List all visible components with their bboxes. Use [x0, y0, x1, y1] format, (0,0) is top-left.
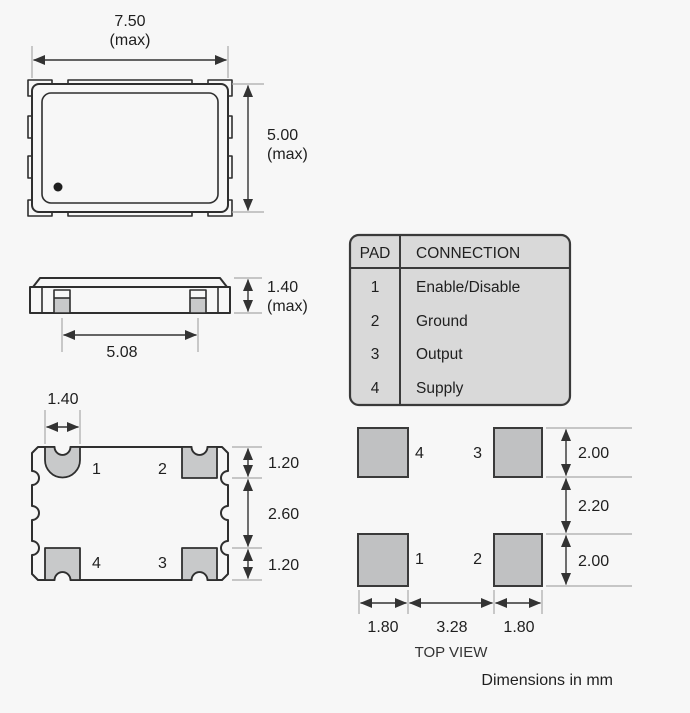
- dim-left-pad-width-value: 1.80: [367, 619, 399, 636]
- land-pad-3: [494, 428, 542, 477]
- bottom-pad-3: [182, 548, 217, 580]
- land-pad-1: [358, 534, 408, 586]
- bottom-pad-2-label: 2: [158, 461, 167, 478]
- dim-right-pad-width-value: 1.80: [503, 619, 535, 636]
- pin1-marker-dot: [54, 183, 63, 192]
- bottom-right-extension-lines: [232, 447, 262, 580]
- table-cell-pad: 1: [370, 279, 380, 296]
- bottom-pad-4-label: 4: [92, 555, 101, 572]
- dim-top-width-value: 7.50: [114, 13, 146, 30]
- table-cell-connection: Enable/Disable: [416, 279, 521, 296]
- dim-top-height-value: 5.00: [267, 127, 299, 144]
- dim-top-pad-depth-value: 1.20: [268, 455, 300, 472]
- land-pad-1-label: 1: [415, 551, 424, 568]
- package-bottom-view: [32, 391, 299, 580]
- dim-top-pad-height-value: 2.00: [578, 445, 610, 462]
- table-cell-pad: 3: [370, 346, 380, 363]
- dim-column-gap-value: 3.28: [436, 619, 468, 636]
- side-lid-outline: [33, 278, 227, 287]
- land-pad-2-label: 2: [473, 551, 482, 568]
- width-extension-lines: [32, 46, 228, 78]
- package-top-view: [28, 13, 308, 216]
- land-pad-4-label: 4: [415, 445, 424, 462]
- table-cell-pad: 4: [370, 380, 380, 397]
- land-bottom-extension-lines: [359, 590, 542, 614]
- dim-pitch-value: 5.08: [106, 344, 138, 361]
- package-side-view: [30, 278, 308, 361]
- bottom-pad-4: [45, 548, 80, 580]
- bottom-pad-3-label: 3: [158, 555, 167, 572]
- table-cell-pad: 2: [370, 313, 380, 330]
- land-pad-2: [494, 534, 542, 586]
- table-cell-connection: Output: [416, 346, 463, 363]
- dim-top-width-qualifier: (max): [109, 32, 151, 49]
- side-pad-right-metal: [190, 298, 206, 313]
- dim-thickness-value: 1.40: [267, 279, 299, 296]
- dimensions-note: Dimensions in mm: [481, 672, 613, 689]
- dim-row-gap-value: 2.20: [578, 498, 610, 515]
- dim-pad-width-value: 1.40: [47, 391, 79, 408]
- table-cell-connection: Supply: [416, 380, 464, 397]
- dim-top-height-qualifier: (max): [267, 146, 308, 163]
- pad-connection-table: [350, 235, 570, 405]
- bottom-pad-1: [45, 447, 80, 478]
- dim-pad-gap-value: 2.60: [268, 506, 300, 523]
- dim-bottom-pad-height-value: 2.00: [578, 553, 610, 570]
- table-header-connection: CONNECTION: [416, 245, 521, 262]
- table-header-pad: PAD: [359, 245, 391, 262]
- land-pad-4: [358, 428, 408, 477]
- package-base-outline: [32, 84, 228, 212]
- land-pattern-top-view: [358, 428, 632, 661]
- table-cell-connection: Ground: [416, 313, 468, 330]
- dim-bottom-pad-depth-value: 1.20: [268, 557, 300, 574]
- land-pad-3-label: 3: [473, 445, 482, 462]
- bottom-pad-2: [182, 447, 217, 478]
- bottom-pad-1-label: 1: [92, 461, 101, 478]
- side-pad-left-metal: [54, 298, 70, 313]
- land-pattern-caption: TOP VIEW: [414, 644, 488, 661]
- dim-thickness-qualifier: (max): [267, 298, 308, 315]
